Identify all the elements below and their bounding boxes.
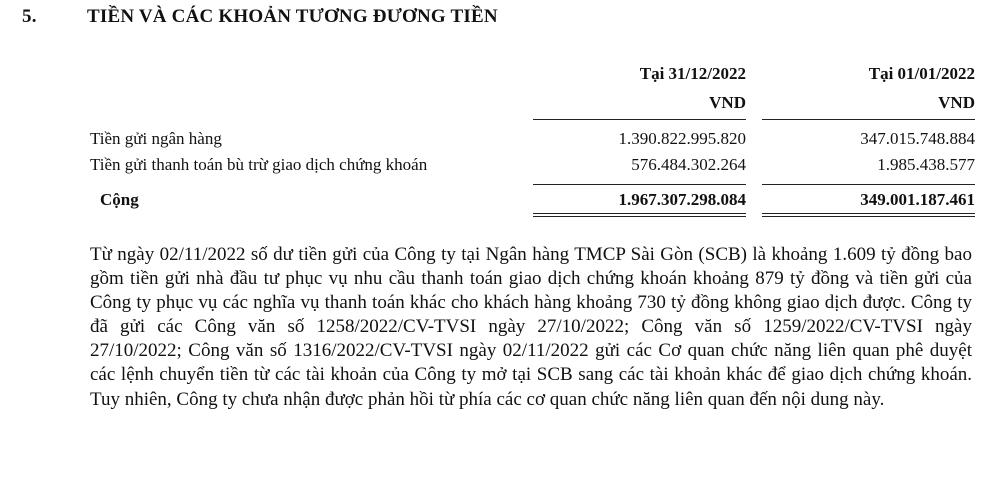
- column-2-date: Tại 01/01/2022: [868, 64, 975, 83]
- column-2-double-rule-bottom: [762, 216, 975, 217]
- total-value-2022-12-31: 1.967.307.298.084: [618, 190, 746, 209]
- row-label-bank-deposits: Tiền gửi ngân hàng: [90, 129, 222, 148]
- section-heading: [22, 6, 498, 28]
- row-2-value-2022-12-31: 576.484.302.264: [631, 155, 746, 174]
- row-1-value-2022-01-01: 347.015.748.884: [860, 129, 975, 148]
- row-2-value-2022-01-01: 1.985.438.577: [877, 155, 975, 174]
- column-2-double-rule-top: [762, 213, 975, 214]
- column-2-unit: VND: [938, 93, 975, 112]
- column-1-double-rule-top: [533, 213, 746, 214]
- explanatory-paragraph: Từ ngày 02/11/2022 số dư tiền gửi của Công ty tại Ngân hàng TMCP Sài Gòn (SCB) là khoảng 1.609 tỷ đồng bao gồm tiền gửi nhà đầu tư phục vụ nhu cầu thanh toán giao dịch chứng khoán khoảng 879 tỷ đồng và tiền gửi của Công ty phục vụ các nghĩa vụ thanh toán khác cho khách hàng khoảng 730 tỷ đồng không giao dịch được. Công ty đã gửi các Công văn số 1258/2022/CV-TVSI ngày 27/10/2022; Công văn số 1259/2022/CV-TVSI ngày 27/10/2022; Công văn số 1316/2022/CV-TVSI ngày 02/11/2022 gửi các Cơ quan chức năng liên quan phê duyệt các lệnh chuyển tiền từ các tài khoản của Công ty mở tại SCB sang các tài khoản khác để giao dịch chứng khoán. Tuy nhiên, Công ty chưa nhận được phản hồi từ phía các cơ quan chức năng liên quan đến nội dung này.: [90, 244, 972, 410]
- section-title: TIỀN VÀ CÁC KHOẢN TƯƠNG ĐƯƠNG TIỀN: [87, 6, 498, 27]
- column-1-header-rule: [533, 119, 746, 120]
- total-label: Cộng: [100, 190, 139, 209]
- column-1-total-top-rule: [533, 184, 746, 185]
- column-1-date: Tại 31/12/2022: [639, 64, 746, 83]
- row-1-value-2022-12-31: 1.390.822.995.820: [618, 129, 746, 148]
- column-1-unit: VND: [709, 93, 746, 112]
- section-number: 5.: [22, 6, 37, 27]
- column-1-double-rule-bottom: [533, 216, 746, 217]
- total-value-2022-01-01: 349.001.187.461: [860, 190, 975, 209]
- row-label-clearing-deposits: Tiền gửi thanh toán bù trừ giao dịch chứng khoán: [90, 155, 428, 174]
- column-2-header-rule: [762, 119, 975, 120]
- column-2-total-top-rule: [762, 184, 975, 185]
